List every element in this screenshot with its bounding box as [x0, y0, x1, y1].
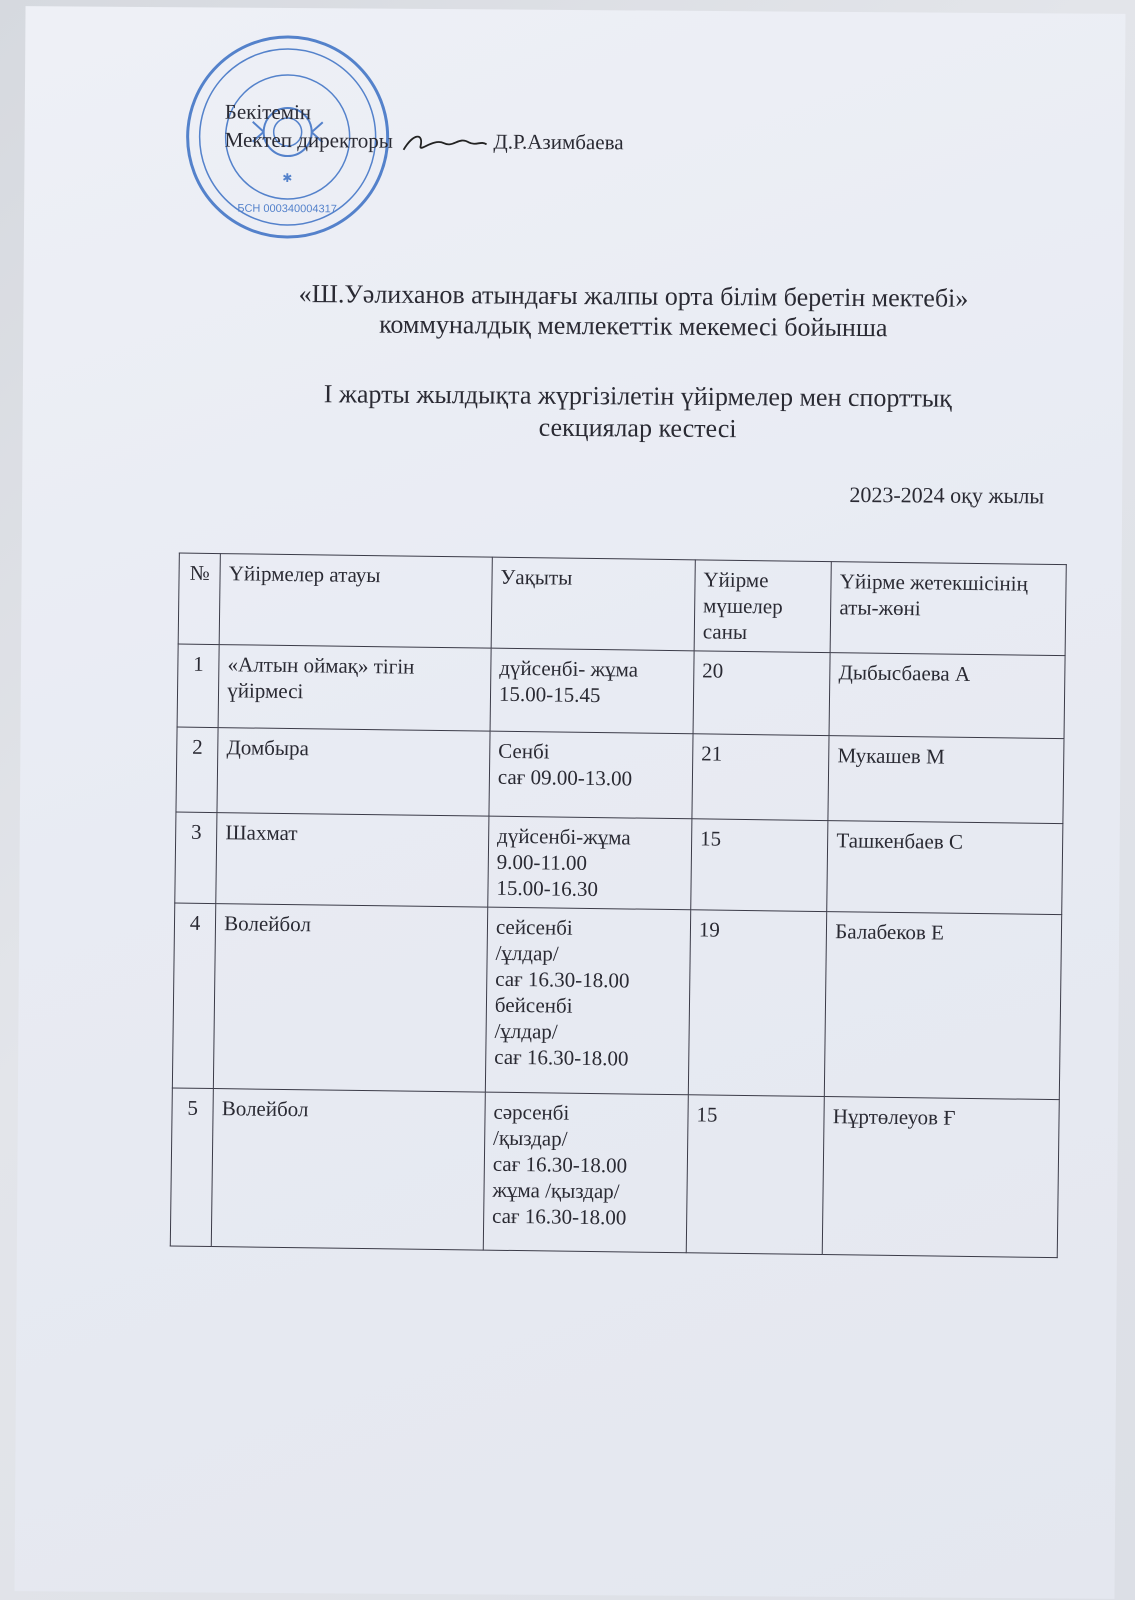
- club-schedule: сәрсенбі /қыздар/ сағ 16.30-18.00 жұма /қыздар/ сағ 16.30-18.00: [483, 1092, 688, 1253]
- club-schedule: сейсенбі /ұлдар/ сағ 16.30-18.00 бейсенбі /ұлдар/ сағ 16.30-18.00: [485, 907, 690, 1095]
- table-row: [176, 727, 1064, 824]
- svg-text:БСН 000340004317: БСН 000340004317: [237, 202, 337, 216]
- club-schedule: дүйсенбі- жұма 15.00-15.45: [490, 648, 694, 734]
- club-name: Волейбол: [212, 1089, 486, 1251]
- leader-name: Нұртөлеуов Ғ: [823, 1097, 1060, 1258]
- leader-name: Балабеков Е: [825, 912, 1062, 1100]
- header-leader: Үйірме жетекшісінің аты-жөні: [830, 562, 1066, 656]
- approval-block: [224, 98, 623, 160]
- row-number: 2: [176, 727, 218, 813]
- row-number: 4: [172, 903, 216, 1089]
- leader-name: Дыбысбаева А: [829, 653, 1065, 739]
- table-header-row: [178, 553, 1066, 656]
- document-page: [14, 6, 1125, 1599]
- member-count: 21: [692, 734, 829, 821]
- member-count: 19: [688, 910, 827, 1097]
- club-schedule: Сенбі сағ 09.00-13.00: [489, 731, 693, 819]
- leader-name: Мукашев М: [828, 736, 1064, 824]
- header-number: №: [178, 553, 220, 645]
- title-line-3: І жарты жылдықта жүргізілетін үйірмелер мен спорттық: [323, 379, 952, 413]
- member-count: 15: [691, 819, 829, 912]
- header-club-name: Үйірмелер атауы: [219, 554, 492, 649]
- director-name: Д.Р.Азимбаева: [493, 129, 624, 155]
- academic-year: 2023-2024 оқу жылы: [849, 481, 1045, 509]
- row-number: 1: [177, 644, 219, 728]
- row-number: 5: [170, 1088, 213, 1247]
- schedule-table: [170, 553, 1067, 1259]
- approve-word: Бекітемін: [224, 99, 312, 125]
- svg-text:✱: ✱: [282, 170, 293, 186]
- table-row: [172, 903, 1061, 1100]
- club-name: «Алтын оймақ» тігін үйірмесі: [218, 645, 491, 732]
- title-line-1: «Ш.Уәлиханов атындағы жалпы орта білім беретін мектебі»: [298, 279, 969, 313]
- club-schedule: дүйсенбі-жұма 9.00-11.00 15.00-16.30: [488, 816, 692, 910]
- signature-icon: [398, 128, 488, 159]
- title-line-4: секциялар кестесі: [538, 412, 737, 444]
- row-number: 3: [175, 812, 217, 904]
- table-row: [170, 1088, 1059, 1258]
- director-label: Мектеп директоры: [224, 127, 394, 153]
- club-name: Домбыра: [217, 728, 490, 817]
- leader-name: Ташкенбаев С: [827, 821, 1063, 915]
- club-name: Волейбол: [214, 904, 488, 1093]
- member-count: 15: [686, 1095, 824, 1255]
- member-count: 20: [693, 651, 830, 736]
- club-name: Шахмат: [216, 813, 489, 908]
- title-line-2: коммуналдық мемлекеттік мекемесі бойынша: [379, 309, 888, 343]
- table-row: [175, 812, 1063, 915]
- table-row: [177, 644, 1065, 739]
- header-member-count: Үйірме мүшелер саны: [694, 560, 832, 653]
- header-time: Уақыты: [491, 557, 695, 651]
